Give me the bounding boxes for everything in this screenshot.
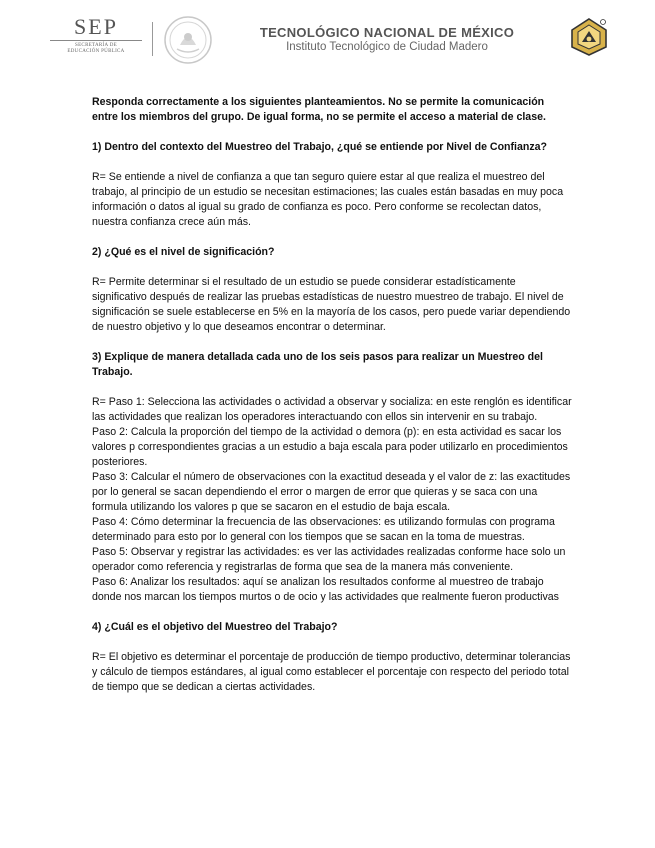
institution-name: TECNOLÓGICO NACIONAL DE MÉXICO [259,25,515,40]
sep-logo-subtitle-2: EDUCACIÓN PÚBLICA [67,49,125,54]
sep-logo-name: SEP [74,14,118,39]
spacer [92,260,572,275]
spacer [92,380,572,395]
spacer [92,155,572,170]
answer-3-step-1: R= Paso 1: Selecciona las actividades o actividad a observar y socializa: en este renglón es identificar las actividades que realizan los operadores interactuando con ellos sin intervenir en su trabajo. [92,396,572,423]
answer-1: R= Se entiende a nivel de confianza a que tan seguro quiere estar al que realiza el muestreo del trabajo, al principio de un estudio se necesitan estimaciones; las cuales están basadas en muy poca información o datos al igual su grado de confianza es poco. Pero conforme se recolectan datos, nuestra confianza crece aún más. [92,171,564,228]
answer-3-step-5: Paso 5: Observar y registrar las actividades: es ver las actividades realizadas conforme hace solo un operador como referencia y registrarlas de forma que sea de la manera más conveniente. [92,546,566,573]
header-divider [152,22,153,56]
spacer [92,635,572,650]
answer-4: R= El objetivo es determinar el porcentaje de producción de tiempo productivo, determinar tolerancias y cálculo de tiempos estándares, al igual como establecer el porcentaje con respecto del periodo total de tiempo que se dedican a ciertas actividades. [92,651,571,693]
question-1: 1) Dentro del contexto del Muestreo del Trabajo, ¿qué se entiende por Nivel de Confianza? [92,141,548,153]
spacer [92,230,572,245]
institution-block [252,25,522,54]
answer-3-step-4: Paso 4: Cómo determinar la frecuencia de las observaciones: es utilizando formulas con programa determinado para esto por lo general con los tiempos que se sacan en la toma de muestras. [92,516,555,543]
answer-2: R= Permite determinar si el resultado de un estudio se puede considerar estadísticamente significativo después de realizar las pruebas estadísticas de nuestro muestreo de trabajo. El nivel de significación se suele establecerse en 5% en la mayoría de los casos, pero puede variar dependiendo de nuestro objetivo y lo que deseamos encontrar o determinar. [92,276,571,333]
spacer [92,125,572,140]
question-3: 3) Explique de manera detallada cada uno de los seis pasos para realizar un Muestreo del Trabajo. [92,351,543,378]
national-seal-icon [163,15,213,65]
document-body [92,95,572,695]
institution-subtitle: Instituto Tecnológico de Ciudad Madero [286,41,488,53]
instructions: Responda correctamente a los siguientes planteamientos. No se permite la comunicación entre los miembros del grupo. De igual forma, no se permite el acceso a material de clase. [92,96,546,123]
question-4: 4) ¿Cuál es el objetivo del Muestreo del Trabajo? [92,621,338,633]
itcm-logo-icon [569,17,609,57]
sep-logo [50,16,142,55]
spacer [92,335,572,350]
sep-logo-subtitle-1: SECRETARÍA DE [75,43,117,48]
answer-3-step-6: Paso 6: Analizar los resultados: aquí se analizan los resultados conforme al muestreo de trabajo donde nos marcan los tiempos murtos o de ocio y las actividades que realmente fueron productivas [92,576,559,603]
page-header [0,0,655,80]
question-2: 2) ¿Qué es el nivel de significación? [92,246,275,258]
sep-logo-rule [50,40,142,41]
spacer [92,605,572,620]
answer-3-step-2: Paso 2: Calcula la proporción del tiempo de la actividad o demora (p): en esta actividad es sacar los valores p correspondientes gracias a un estudio a baja escala para poder utilizarlo en procedimientos posteriores. [92,426,568,468]
answer-3-step-3: Paso 3: Calcular el número de observaciones con la exactitud deseada y el valor de z: las exactitudes por lo general se sacan dependiendo el error o margen de error que quieras y se saca con una formula utilizando los valores p que se sacaron en el estudio de baja escala. [92,471,571,513]
